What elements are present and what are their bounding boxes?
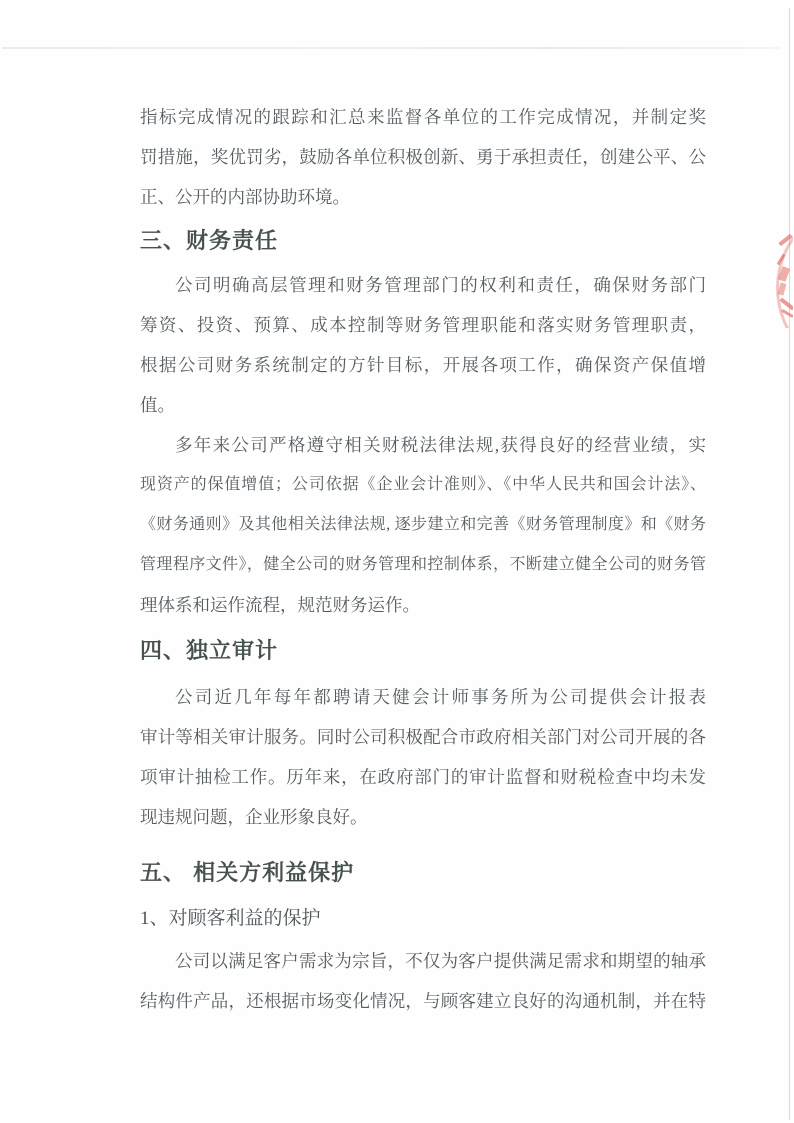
text-line: 公司近几年每年都聘请天健会计师事务所为公司提供会计报表 — [175, 687, 706, 707]
seal-arc — [776, 228, 793, 328]
text-line: 现资产的保值增值；公司依据《企业会计准则》、《中华人民共和国会计法》、 — [140, 476, 706, 493]
text-line: 指标完成情况的跟踪和汇总来监督各单位的工作完成情况，并制定奖 — [140, 107, 706, 127]
scan-artifact-top-line — [2, 47, 780, 49]
sub-heading: 1、对顾客利益的保护 — [140, 908, 321, 929]
text-line: 公司明确高层管理和财务管理部门的权利和责任，确保财务部门 — [175, 275, 706, 295]
text-line: 筹资、投资、预算、成本控制等财务管理职能和落实财务管理职责， — [140, 315, 706, 335]
text-line: 值。 — [140, 395, 175, 415]
text-line: 结构件产品，还根据市场变化情况，与顾客建立良好的沟通机制，并在特 — [140, 991, 706, 1011]
text-line: 管理程序文件》，健全公司的财务管理和控制体系，不断建立健全公司的财务管 — [140, 556, 706, 573]
section-heading: 四、独立审计 — [140, 638, 279, 663]
document-content — [140, 97, 706, 1021]
scan-edge-right-line — [789, 8, 790, 1120]
text-line: 根据公司财务系统制定的方针目标，开展各项工作，确保资产保值增 — [140, 355, 706, 375]
section-heading: 五、 相关方利益保护 — [140, 860, 355, 885]
text-line: 正、公开的内部协助环境。 — [140, 187, 350, 207]
text-line: 公司以满足客户需求为宗旨，不仅为客户提供满足需求和期望的轴承 — [175, 951, 706, 971]
text-line: 项审计抽检工作。历年来，在政府部门的审计监督和财税检查中均未发 — [140, 767, 706, 787]
text-line: 罚措施，奖优罚劣，鼓励各单位积极创新、勇于承担责任，创建公平、公 — [140, 147, 706, 167]
text-line: 多年来公司严格遵守相关财税法律法规,获得良好的经营业绩，实 — [175, 435, 706, 455]
text-line: 《财务通则》及其他相关法律法规, 逐步建立和完善《财务管理制度》和《财务 — [140, 516, 706, 533]
text-line: 理体系和运作流程，规范财务运作。 — [140, 595, 420, 615]
section-heading: 三、财务责任 — [140, 228, 279, 253]
text-line: 审计等相关审计服务。同时公司积极配合市政府相关部门对公司开展的各 — [140, 727, 706, 747]
text-line: 现违规问题，企业形象良好。 — [140, 807, 368, 827]
